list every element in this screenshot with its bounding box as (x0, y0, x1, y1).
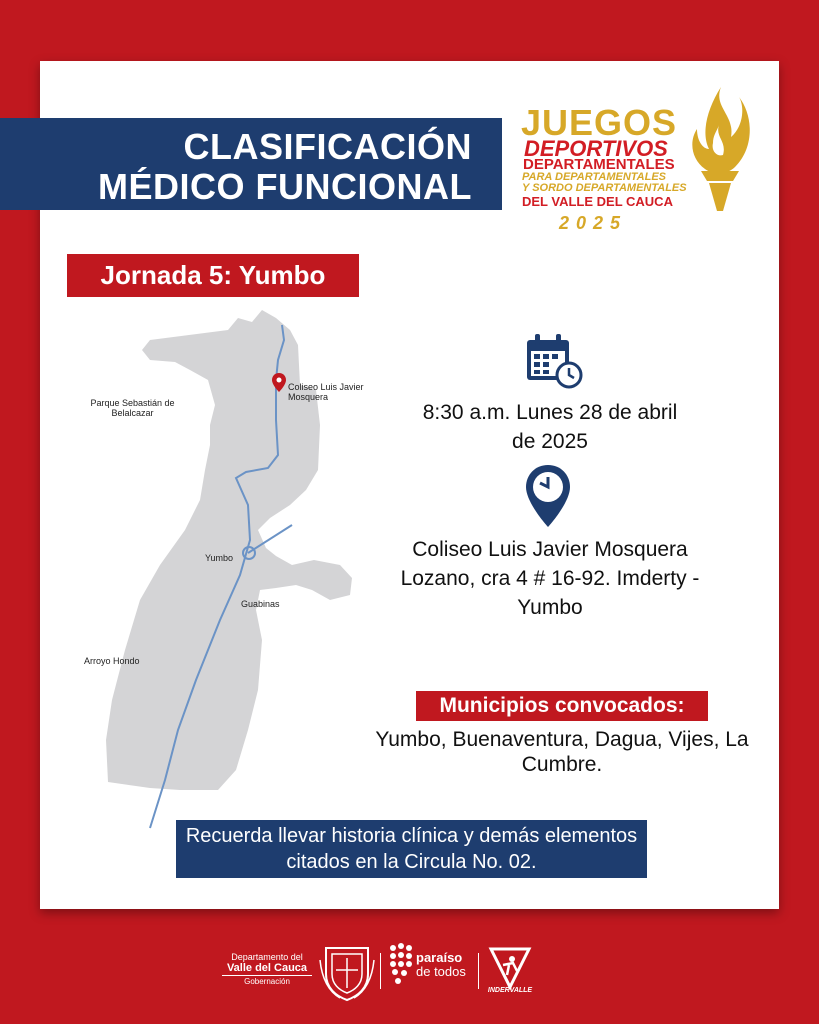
logo-juegos: JUEGOS (521, 102, 678, 143)
footer-divider-2 (478, 953, 479, 989)
title-line-2: MÉDICO FUNCIONAL (98, 166, 472, 207)
reminder-banner: Recuerda llevar historia clínica y demás elementos citados en la Circula No. 02. (176, 820, 647, 878)
paraiso-bold: paraíso (416, 950, 463, 965)
logo-departamentales: DEPARTAMENTALES (523, 156, 675, 173)
paraiso-icon (387, 940, 417, 990)
event-location: Coliseo Luis Javier Mosquera Lozano, cra 4 # 16-92. Imderty - Yumbo (400, 538, 700, 619)
footer-divider-1 (380, 953, 381, 989)
map-label-coliseo: Coliseo Luis Javier Mosquera (288, 382, 364, 402)
dept-line2: Valle del Cauca (226, 962, 308, 974)
gobernacion-logo (222, 952, 312, 987)
dept-line1: Departamento del (231, 952, 303, 962)
map-label-parque: Parque Sebastián de Belalcazar (90, 398, 175, 418)
footer-logos (0, 935, 819, 1005)
logo-deportivos: DEPORTIVOS (524, 136, 668, 161)
municipios-list: Yumbo, Buenaventura, Dagua, Vijes, La Cumbre. (375, 728, 749, 776)
title-line-1: CLASIFICACIÓN (183, 126, 472, 167)
map-label-guabinas: Guabinas (241, 599, 280, 609)
location-clock-icon (524, 463, 572, 529)
paraiso-rest: de todos (416, 964, 466, 979)
jornada-badge: Jornada 5: Yumbo (67, 254, 359, 297)
logo-valle: DEL VALLE DEL CAUCA (522, 194, 673, 209)
map-label-arroyo: Arroyo Hondo (84, 656, 140, 666)
event-datetime: 8:30 a.m. Lunes 28 de abril de 2025 (422, 401, 678, 453)
crest-icon (318, 940, 376, 1002)
logo-para-line2: Y SORDO DEPARTAMENTALES (522, 182, 687, 194)
indervalle-label: INDERVALLE (487, 987, 533, 994)
dept-line3: Gobernación (222, 975, 312, 987)
map-label-yumbo: Yumbo (205, 553, 234, 563)
logo-para-line1: PARA DEPARTAMENTALES (522, 171, 667, 183)
municipios-title: Municipios convocados: (416, 691, 708, 721)
calendar-icon (525, 332, 583, 390)
paraiso-logo (416, 951, 466, 979)
logo-year: 2025 (559, 213, 628, 233)
